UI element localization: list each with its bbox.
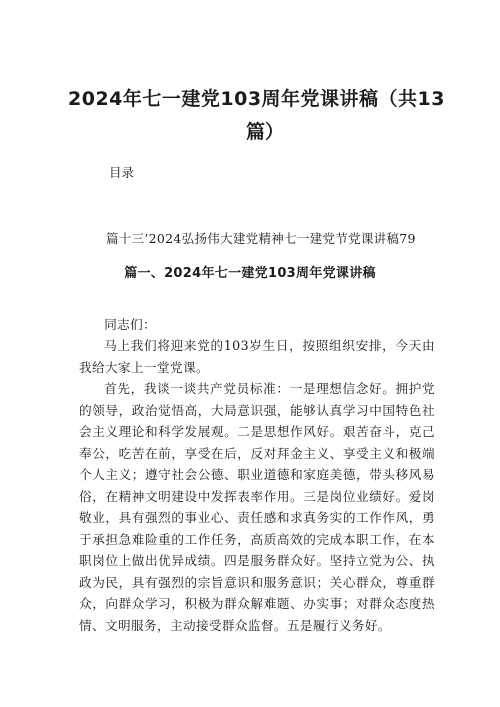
section-heading: 篇一、2024年七一建党103周年党课讲稿 xyxy=(124,266,376,281)
greeting-text xyxy=(79,314,435,336)
document-title-line-1: 2024年七一建党103周年党课讲稿（共13 xyxy=(68,88,445,110)
paragraph-block-1 xyxy=(79,335,435,378)
paragraph-block-2 xyxy=(79,378,435,636)
paragraph-1: 马上我们将迎来党的103岁生日，按照组织安排，今天由我给大家上一堂党课。 xyxy=(79,338,435,375)
paragraph-2: 首先，我谈一谈共产党员标准：一是理想信念好。拥护党的领导，政治觉悟高，大局意识强，能够认真学习中国特色社会主义理论和科学发展观。二是思想作风好。艰苦奋斗，克己奉公，吃苦在前，享受在后，反对拜金主义、享受主义和极端个人主义；遵守社会公德、职业道德和家庭美德，带头移风易俗，在精神文明建设中发挥表率作用。三是岗位业绩好。爱岗敬业，具有强烈的事业心、责任感和求真务实的工作作风，勇于承担急难险重的工作任务，高质高效的完成本职工作，在本职岗位上做出优异成绩。四是服务群众好。坚持立党为公、执政为民，具有强烈的宗旨意识和服务意识；关心群众，尊重群众，向群众学习，积极为群众解难题、办实事；对群众态度热情、文明服务，主动接受群众监督。五是履行义务好。 xyxy=(79,381,435,633)
greeting: 同志们： xyxy=(104,317,157,332)
document-title-line-2: 篇） xyxy=(245,121,284,143)
toc-item: 篇十三’2024弘扬伟大建党精神七一建党节党课讲稿79 xyxy=(106,231,416,246)
toc-label: 目录 xyxy=(109,165,135,180)
